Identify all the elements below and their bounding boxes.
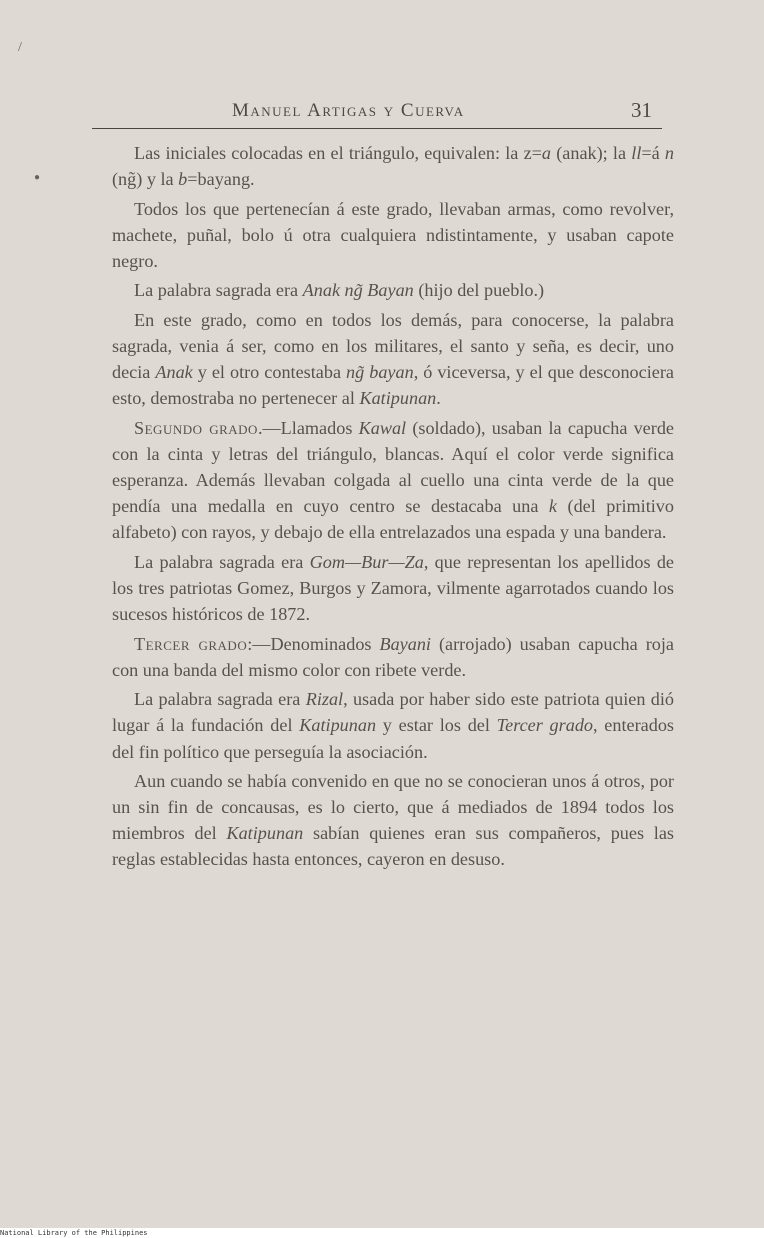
text-run: :—Denominados (247, 633, 380, 654)
italic-term: Gom—Bur—Za (309, 551, 424, 572)
text-run: En este grado, como en todos los demás, para conocerse, la palabra sagrada, venia á ser, como en los militares, el santo y seña, es decir, uno decia (112, 310, 674, 383)
italic-term: n (664, 143, 675, 163)
text-run: , enterados del fin político que perseguía la asociación. (112, 715, 674, 762)
italic-term: a (541, 143, 552, 163)
paragraph (112, 196, 674, 274)
text-run: (hijo del pueblo.) (413, 280, 545, 301)
italic-term: Kawal (358, 417, 407, 438)
text-run: (del primitivo alfabeto) con rayos, y debajo de ella entrelazados una espada y una bandera. (112, 496, 674, 543)
text-run: Las iniciales colocadas en el triángulo, equivalen: la z= (134, 143, 542, 163)
paragraph (112, 140, 674, 192)
text-run: . (436, 388, 441, 409)
italic-term: Tercer grado (496, 715, 594, 736)
text-run: (ng̃) y la (112, 169, 179, 190)
text-run: , usada por haber sido este patriota quien dió lugar á la fundación del (112, 689, 674, 736)
text-run: .—Llamados (257, 417, 359, 438)
paragraph (112, 686, 674, 764)
italic-term: Katipunan (359, 388, 437, 409)
italic-term: Anak ng̃ Bayan (302, 280, 414, 301)
body-text (112, 140, 674, 876)
section-heading: Segundo grado (134, 417, 258, 438)
text-run: La palabra sagrada era (134, 689, 306, 710)
italic-term: Bayani (379, 633, 431, 654)
stray-mark: / (18, 40, 22, 55)
paragraph (112, 415, 674, 545)
italic-term: k (548, 496, 557, 517)
italic-term: Katipunan (226, 823, 304, 844)
italic-term: ng̃ bayan (346, 362, 414, 383)
text-run: sabían quienes eran sus compañeros, pues las reglas establecidas hasta entonces, cayeron en desuso. (112, 823, 674, 870)
text-run: La palabra sagrada era (134, 280, 303, 301)
paragraph (112, 307, 674, 411)
text-run: =á (641, 143, 665, 163)
text-run: (anak); la (551, 143, 632, 163)
paragraph (112, 277, 674, 303)
italic-term: Rizal (305, 689, 344, 710)
text-run: =bayang. (187, 169, 255, 190)
text-run: La palabra sagrada era (134, 551, 310, 572)
text-run: (soldado), usaban la capucha verde con la cinta y letras del triángulo, blancas. Aquí el color verde significa esperanza. Además llevaban colgada al cuello una cinta verde de la que pendía una medalla en cuyo centro se destacaba una (112, 417, 674, 517)
running-header (92, 100, 662, 129)
italic-term: Katipunan (299, 715, 377, 736)
text-run: y el otro contestaba (192, 362, 347, 383)
text-run: (arrojado) usaban capucha roja con una banda del mismo color con ribete verde. (112, 633, 674, 680)
text-run: Todos los que pertenecían á este grado, llevaban armas, como revolver, machete, puñal, bolo ú otra cualquiera ndistintamente, y usaban capote negro. (112, 198, 674, 271)
paragraph (112, 631, 674, 683)
section-heading: Tercer grado (134, 633, 248, 654)
text-run: , que representan los apellidos de los tres patriotas Gomez, Burgos y Zamora, vilmente agarrotados cuando los sucesos históricos de 1872. (112, 551, 674, 625)
italic-term: b (178, 169, 188, 190)
italic-term: Anak (155, 362, 193, 383)
text-run: , ó viceversa, y el que desconociera esto, demostraba no pertenecer al (112, 362, 674, 409)
text-run: Aun cuando se había convenido en que no se conocieran unos á otros, por un sin fin de concausas, es lo cierto, que á mediados de 1894 todos los miembros del (112, 771, 674, 844)
text-run: y estar los del (376, 715, 497, 736)
stray-dot: ● (34, 172, 41, 183)
library-watermark: National Library of the Philippines (0, 1228, 764, 1238)
paragraph (112, 549, 674, 627)
page-number: 31 (631, 98, 652, 122)
paragraph (112, 768, 674, 872)
italic-term: ll (631, 143, 642, 163)
running-title: Manuel Artigas y Cuerva (232, 100, 465, 121)
